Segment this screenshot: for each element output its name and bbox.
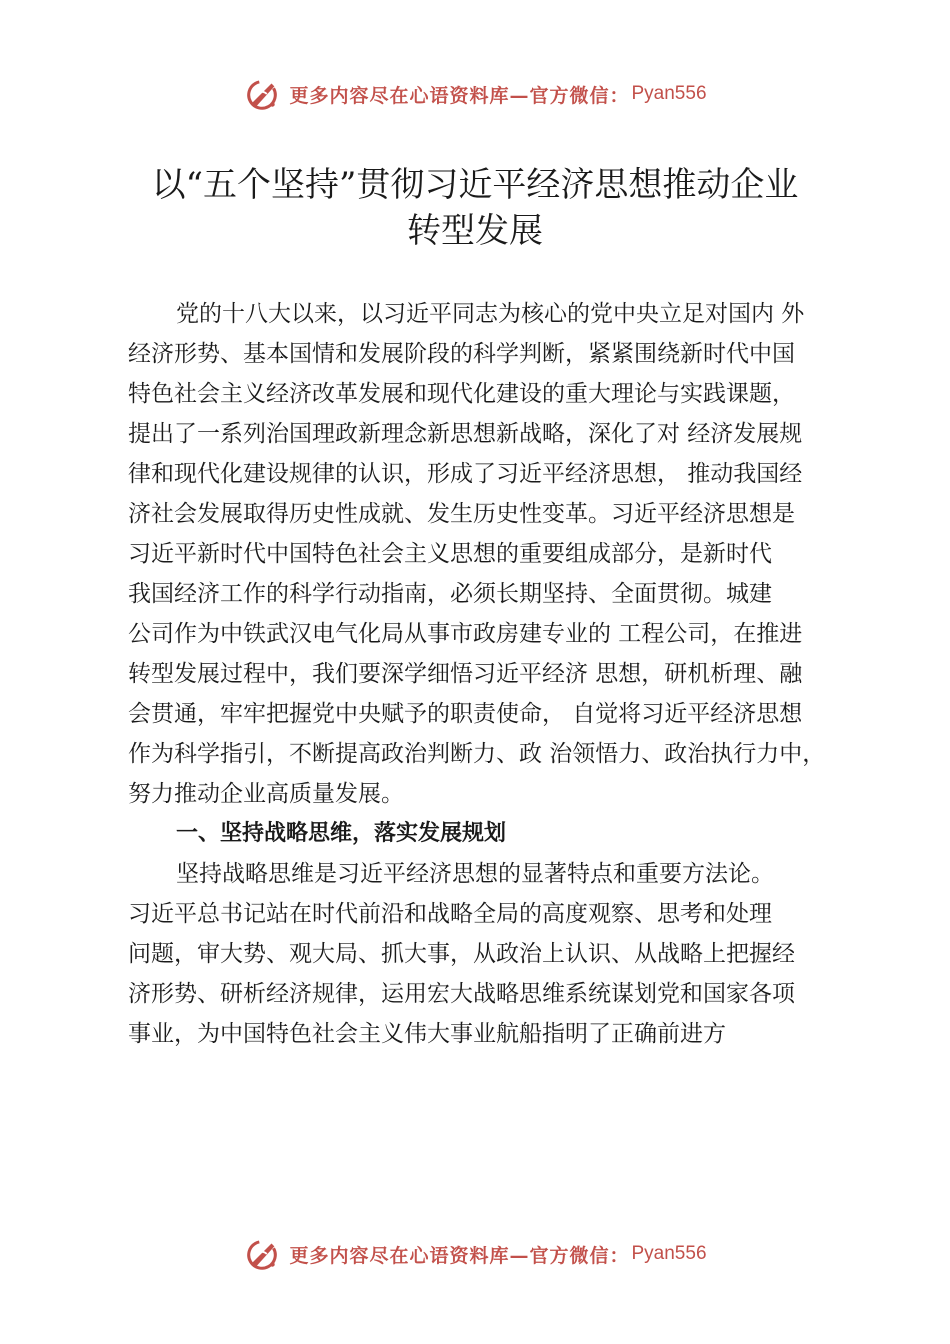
paragraph-line: 我国经济工作的科学行动指南，必须长期坚持、全面贯彻。城建 [128, 581, 772, 607]
paragraph-line: 会贯通，牢牢把握党中央赋予的职责使命， 自觉将习近平经济思想 [128, 701, 803, 727]
document-title [110, 162, 840, 254]
watermark-text: 更多内容尽在心语资料库—官方微信： [289, 1244, 630, 1267]
paragraph-line: 习近平新时代中国特色社会主义思想的重要组成部分，是新时代 [128, 541, 772, 567]
paragraph-line: 特色社会主义经济改革发展和现代化建设的重大理论与实践课题， [128, 381, 795, 407]
paragraph-line: 问题，审大势、观大局、抓大事，从政治上认识、从战略上把握经 [128, 941, 795, 967]
footer-watermark [0, 1232, 950, 1276]
paragraph-line: 坚持战略思维是习近平经济思想的显著特点和重要方法论。 [176, 861, 774, 887]
paragraph-line: 作为科学指引，不断提高政治判断力、政 治领悟力、政治执行力中， [128, 741, 826, 767]
paragraph-line: 律和现代化建设规律的认识，形成了习近平经济思想， 推动我国经 [128, 461, 803, 487]
paragraph-line: 公司作为中铁武汉电气化局从事市政房建专业的 工程公司，在推进 [128, 621, 803, 647]
watermark-wechat-id: Pyan556 [631, 1243, 707, 1264]
paragraph-line: 经济形势、基本国情和发展阶段的科学判断，紧紧围绕新时代中国 [128, 341, 795, 367]
title-line: 以“五个坚持”贯彻习近平经济思想推动企业 [151, 165, 799, 205]
paragraph-line: 提出了一系列治国理政新理念新思想新战略，深化了对 经济发展规 [128, 421, 803, 447]
paragraph-line: 济社会发展取得历史性成就、发生历史性变革。习近平经济思想是 [128, 501, 795, 527]
watermark-wechat-id: Pyan556 [631, 83, 707, 104]
brush-logo-icon [243, 75, 281, 113]
section-heading: 一、坚持战略思维，落实发展规划 [176, 821, 507, 846]
paragraph-line: 党的十八大以来，以习近平同志为核心的党中央立足对国内 外 [176, 301, 805, 327]
paragraph-1 [128, 294, 868, 814]
watermark-text: 更多内容尽在心语资料库—官方微信： [289, 84, 630, 107]
paragraph-line: 转型发展过程中，我们要深学细悟习近平经济 思想，研机析理、融 [128, 661, 803, 687]
paragraph-line: 事业，为中国特色社会主义伟大事业航船指明了正确前进方 [128, 1021, 726, 1047]
paragraph-2 [128, 854, 868, 1054]
title-line: 转型发展 [407, 211, 543, 251]
brush-logo-icon [243, 1235, 281, 1273]
header-watermark [0, 72, 950, 116]
paragraph-line: 努力推动企业高质量发展。 [128, 781, 404, 807]
paragraph-line: 习近平总书记站在时代前沿和战略全局的高度观察、思考和处理 [128, 901, 772, 927]
paragraph-line: 济形势、研析经济规律，运用宏大战略思维系统谋划党和国家各项 [128, 981, 795, 1007]
document-body [128, 294, 868, 1054]
